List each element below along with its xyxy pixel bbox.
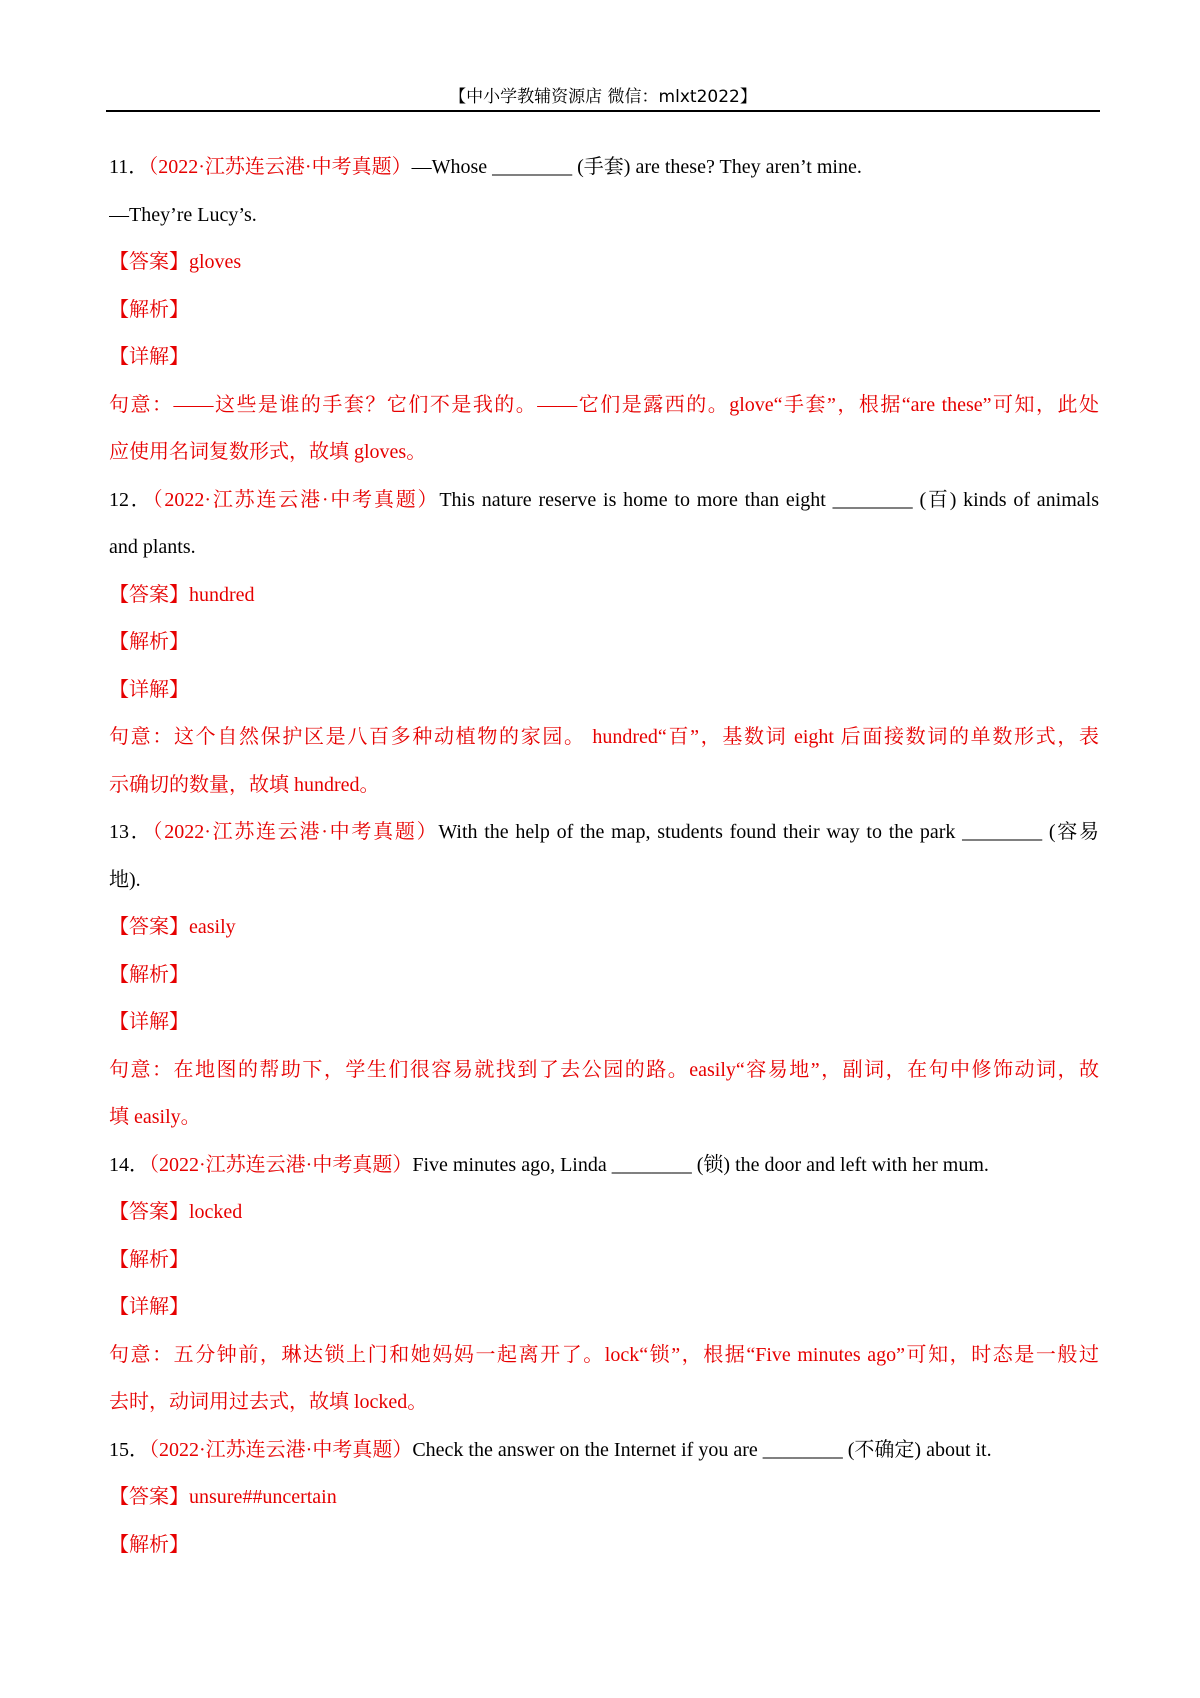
- header-divider: [106, 110, 1100, 112]
- question-14: [109, 1142, 1099, 1427]
- question-text: Five minutes ago, Linda ________ (锁) the door and left with her mum.: [412, 1153, 989, 1176]
- question-15: [109, 1427, 1099, 1570]
- page-header: 【中小学教辅资源店 微信：mlxt2022】: [449, 87, 757, 107]
- question-11: [109, 144, 1099, 477]
- detail-label: 【详解】: [109, 1296, 189, 1318]
- analysis-label: 【解析】: [109, 963, 189, 986]
- detail-text: 句意：这个自然保护区是八百多种动植物的家园。 hundred“百”，基数词 eight 后面接数词的单数形式，表: [109, 726, 1099, 748]
- detail-text-continued: 示确切的数量，故填 hundred。: [109, 773, 380, 796]
- answer-value: locked: [189, 1201, 243, 1223]
- analysis-label: 【解析】: [109, 631, 189, 653]
- question-number: 11．: [109, 156, 149, 178]
- question-13: [109, 809, 1099, 1142]
- question-stem: [109, 144, 1099, 192]
- detail-text-continued: 去时，动词用过去式，故填 locked。: [109, 1391, 428, 1413]
- question-list: [109, 144, 1099, 1569]
- detail-text-continued: 应使用名词复数形式，故填 gloves。: [109, 441, 427, 463]
- detail-text: 句意：在地图的帮助下，学生们很容易就找到了去公园的路。easily“容易地”，副词，在句中修饰动词，故: [109, 1058, 1099, 1081]
- question-stem: [109, 477, 1099, 525]
- answer-row: [109, 1189, 1099, 1237]
- question-number: 15．: [109, 1438, 149, 1461]
- analysis-label: 【解析】: [109, 1248, 189, 1271]
- question-text: With the help of the map, students found their way to the park ________ (容易: [438, 821, 1099, 843]
- answer-label: 【答案】: [109, 916, 189, 938]
- answer-value: unsure##uncertain: [189, 1486, 337, 1508]
- answer-value: gloves: [189, 251, 242, 273]
- detail-text: 句意：五分钟前，琳达锁上门和她妈妈一起离开了。lock“锁”，根据“Five minutes ago”可知，时态是一般过: [109, 1343, 1099, 1366]
- question-text: —Whose ________ (手套) are these? They aren’t mine.: [411, 156, 862, 178]
- question-stem: [109, 1427, 1099, 1475]
- answer-row: [109, 572, 1099, 620]
- analysis-label: 【解析】: [109, 1533, 189, 1556]
- question-source: （2022·江苏连云港·中考真题）: [148, 156, 412, 178]
- answer-value: easily: [189, 916, 236, 938]
- analysis-label: 【解析】: [109, 298, 189, 321]
- question-text-continued: and plants.: [109, 536, 196, 558]
- detail-label: 【详解】: [109, 1011, 189, 1033]
- answer-label: 【答案】: [109, 583, 189, 606]
- detail-text: 句意：——这些是谁的手套？它们不是我的。——它们是露西的。glove“手套”，根据“are these”可知，此处: [109, 393, 1099, 416]
- question-text: This nature reserve is home to more than eight ________ (百) kinds of animals: [439, 488, 1099, 511]
- question-source: （2022·江苏连云港·中考真题）: [149, 1153, 413, 1176]
- question-12: [109, 477, 1099, 810]
- question-stem: [109, 809, 1099, 857]
- question-source: （2022·江苏连云港·中考真题）: [152, 821, 439, 843]
- question-source: （2022·江苏连云港·中考真题）: [149, 1438, 413, 1461]
- question-number: 13．: [109, 821, 153, 843]
- answer-label: 【答案】: [109, 1201, 189, 1223]
- question-source: （2022·江苏连云港·中考真题）: [152, 488, 440, 511]
- answer-row: [109, 1474, 1099, 1522]
- answer-row: [109, 904, 1099, 952]
- answer-label: 【答案】: [109, 251, 189, 273]
- detail-text-continued: 填 easily。: [109, 1106, 201, 1128]
- question-stem: [109, 1142, 1099, 1190]
- question-text-continued: —They’re Lucy’s.: [109, 203, 257, 226]
- answer-row: [109, 239, 1099, 287]
- question-text: Check the answer on the Internet if you are ________ (不确定) about it.: [412, 1438, 992, 1461]
- answer-label: 【答案】: [109, 1486, 189, 1508]
- answer-value: hundred: [189, 583, 255, 606]
- question-number: 12．: [109, 488, 153, 511]
- detail-label: 【详解】: [109, 678, 189, 701]
- question-text-continued: 地).: [109, 868, 141, 891]
- detail-label: 【详解】: [109, 346, 189, 368]
- question-number: 14．: [109, 1153, 149, 1176]
